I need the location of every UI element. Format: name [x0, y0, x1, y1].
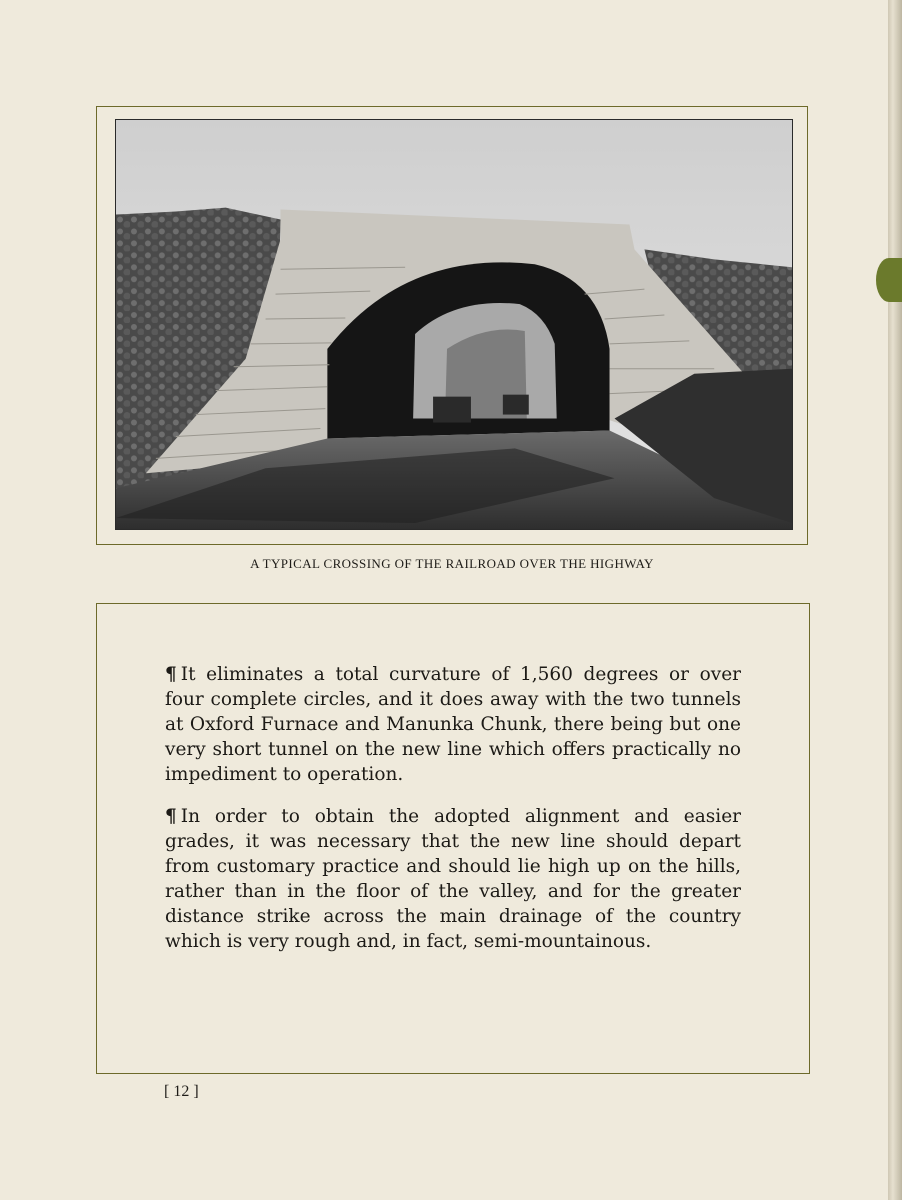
photo-frame	[96, 106, 808, 545]
page-edge	[888, 0, 902, 1200]
body-text	[165, 662, 741, 971]
bridge-photograph	[115, 119, 793, 530]
bridge-photo-illustration	[116, 120, 792, 529]
text-frame	[96, 603, 810, 1074]
photo-caption: A TYPICAL CROSSING OF THE RAILROAD OVER THE HIGHWAY	[250, 556, 654, 571]
paragraph-1-text: It eliminates a total curvature of 1,560 degrees or over four complete circles, and it does away with the two tunnels at Oxford Furnace and Manunka Chunk, there being but one very short tunnel on the new line which offers practically no impediment to operation.	[165, 664, 741, 785]
page-number: [ 12 ]	[164, 1083, 199, 1100]
binding-tab	[876, 258, 902, 302]
paragraph-1	[165, 662, 741, 787]
paragraph-2	[165, 804, 741, 954]
paragraph-mark-icon: ¶	[165, 664, 177, 685]
paragraph-2-text: In order to obtain the adopted alignment and easier grades, it was necessary that the new line should depart from customary practice and should lie high up on the hills, rather than in the floor of the valley, and for the greater distance strike across the main drainage of the country which is very rough and, in fact, semi-mountainous.	[165, 806, 741, 952]
paragraph-mark-icon: ¶	[165, 806, 177, 827]
